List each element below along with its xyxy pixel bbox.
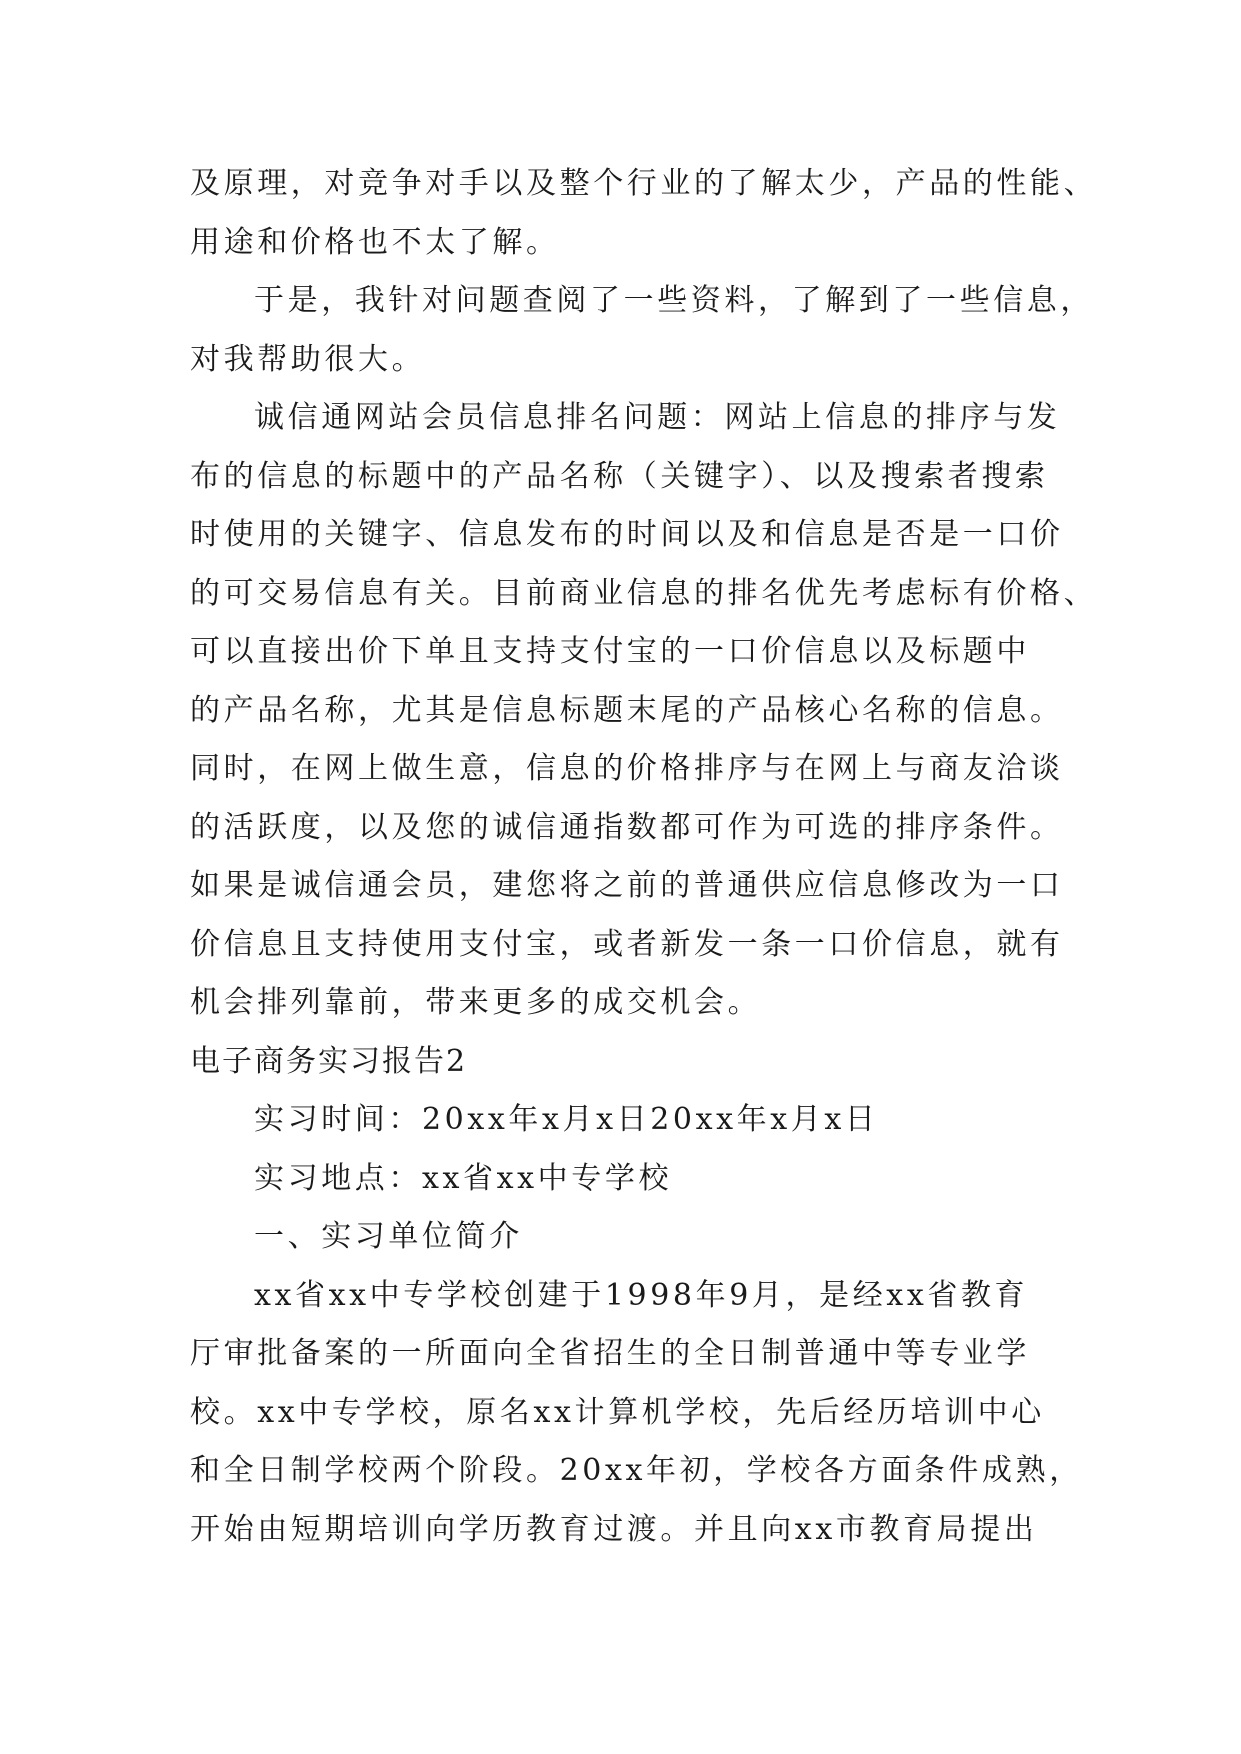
text-line: 的产品名称，尤其是信息标题末尾的产品核心名称的信息。 — [190, 692, 1064, 728]
text-line: 用途和价格也不太了解。 — [190, 224, 560, 260]
text-line: 于是，我针对问题查阅了一些资料，了解到了一些信息， — [254, 283, 1094, 318]
text-line: 价信息且支持使用支付宝，或者新发一条一口价信息，就有 — [190, 926, 1064, 962]
text-line: 及原理，对竞争对手以及整个行业的了解太少，产品的性能、 — [190, 166, 1098, 201]
text-line: 如果是诚信通会员，建您将之前的普通供应信息修改为一口 — [190, 868, 1064, 903]
section-title: 电子商务实习报告2 — [190, 1043, 468, 1079]
subsection-heading: 一、实习单位简介 — [254, 1219, 523, 1254]
text-line: 的可交易信息有关。目前商业信息的排名优先考虑标有价格、 — [190, 575, 1098, 611]
text-line: 机会排列靠前，带来更多的成交机会。 — [190, 985, 762, 1020]
text-line: 对我帮助很大。 — [190, 341, 426, 377]
text-line: 可以直接出价下单且支持支付宝的一口价信息以及标题中 — [190, 634, 1030, 669]
internship-location: 实习地点：xx省xx中专学校 — [254, 1160, 673, 1196]
text-line: 时使用的关键字、信息发布的时间以及和信息是否是一口价 — [190, 517, 1064, 552]
text-line: 和全日制学校两个阶段。20xx年初，学校各方面条件成熟， — [190, 1453, 1083, 1488]
text-line: 厅审批备案的一所面向全省招生的全日制普通中等专业学 — [190, 1336, 1030, 1371]
text-line: 的活跃度，以及您的诚信通指数都可作为可选的排序条件。 — [190, 809, 1064, 845]
text-line: xx省xx中专学校创建于1998年9月，是经xx省教育 — [254, 1277, 1029, 1313]
internship-time: 实习时间：20xx年x月x日20xx年x月x日 — [254, 1102, 879, 1137]
text-line: 开始由短期培训向学历教育过渡。并且向xx市教育局提出 — [190, 1511, 1038, 1547]
text-line: 诚信通网站会员信息排名问题：网站上信息的排序与发 — [254, 400, 1061, 435]
text-line: 同时，在网上做生意，信息的价格排序与在网上与商友洽谈 — [190, 751, 1064, 786]
text-line: 校。xx中专学校，原名xx计算机学校，先后经历培训中心 — [190, 1394, 1045, 1430]
text-line: 布的信息的标题中的产品名称（关键字）、以及搜索者搜索 — [190, 458, 1049, 494]
document-body — [190, 155, 1098, 1559]
